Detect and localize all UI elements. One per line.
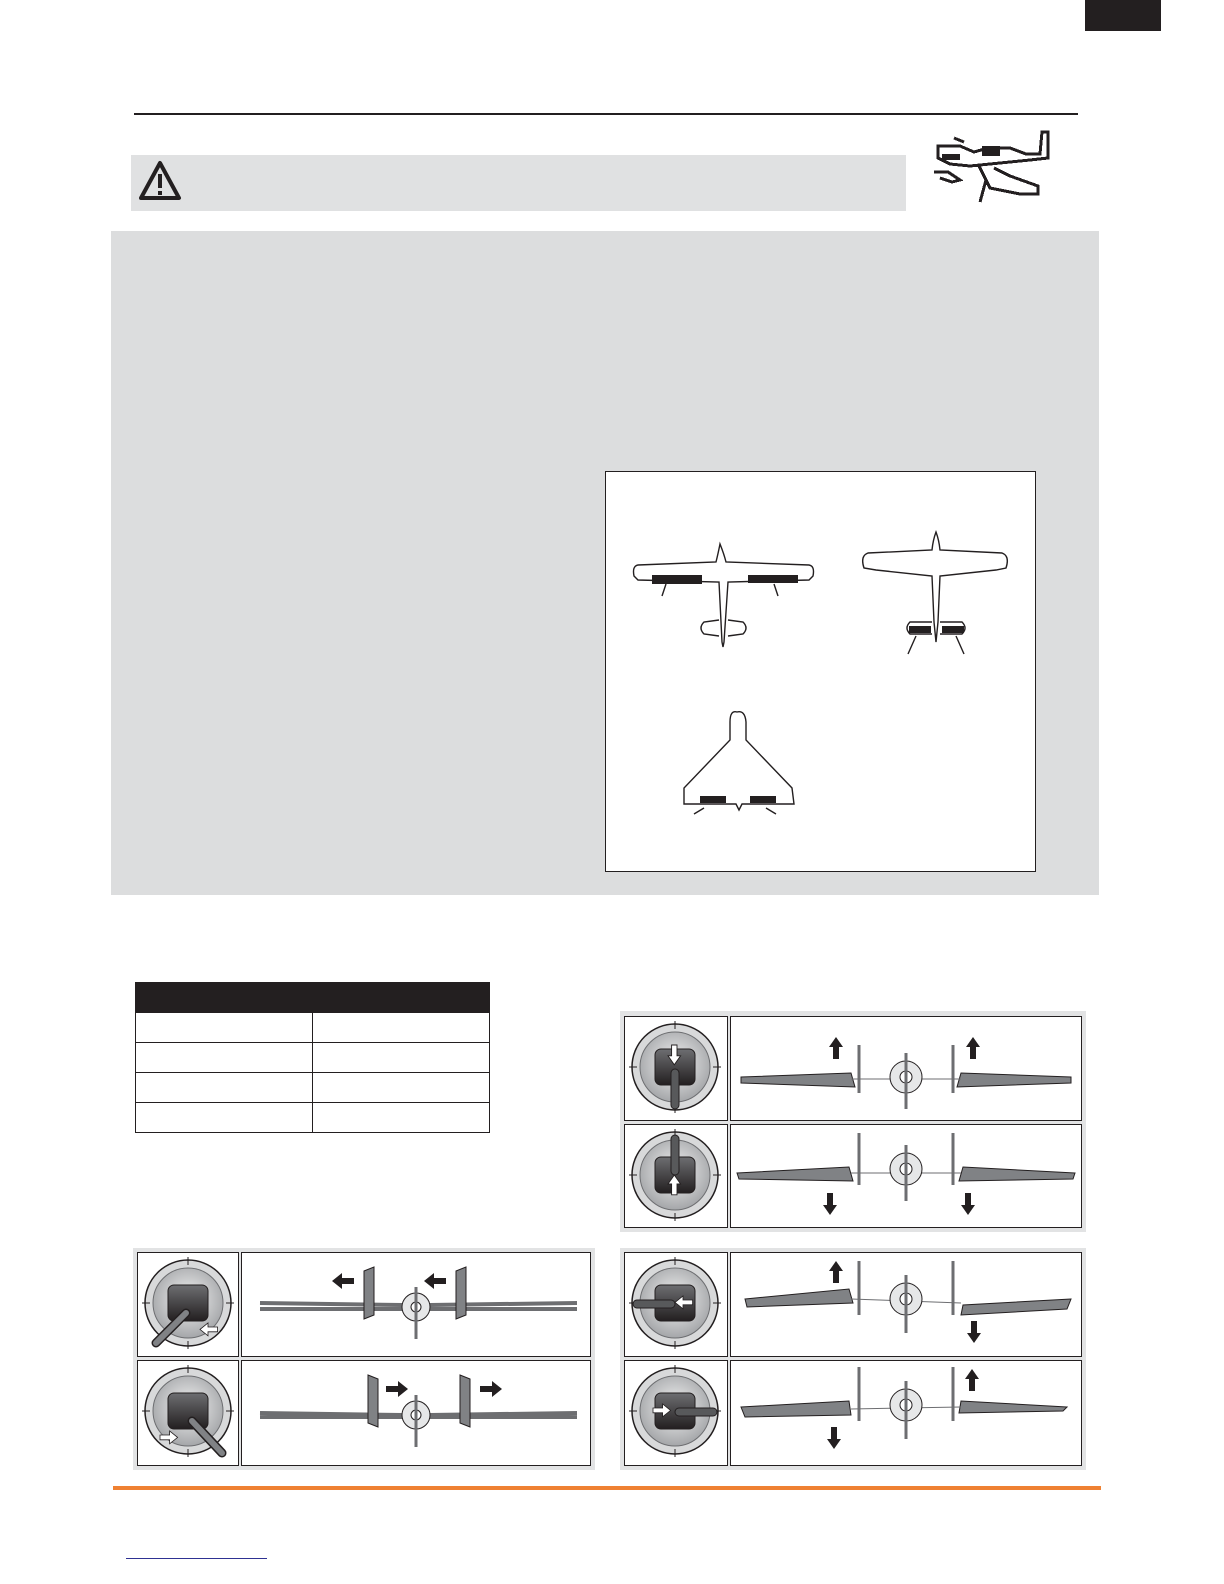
arrow-down-icon [961,1193,975,1215]
arrow-left-icon [424,1273,446,1289]
aircraft-topview-elevator [863,532,1008,654]
warning-triangle-icon [137,159,183,203]
aircraft-front-view [731,1017,1081,1119]
surface-cell-aileron-right [730,1360,1082,1466]
footer-link[interactable] [126,1558,267,1559]
table-cell [313,1013,490,1043]
arrow-up-icon [829,1261,843,1283]
arrow-right-icon [386,1381,408,1397]
footer-rule [113,1486,1101,1490]
table-cell [313,1043,490,1073]
aircraft-front-view [731,1361,1081,1463]
arrow-up-icon [966,1037,980,1059]
transmitter-stick-icon [138,1361,238,1463]
table-row [136,1013,490,1043]
stick-cell-aileron-right [624,1360,728,1466]
arrow-up-icon [829,1037,843,1059]
table-header [313,983,490,1013]
surface-cell-elevator-down [730,1016,1082,1121]
arrow-right-icon [480,1381,502,1397]
transmitter-stick-icon [625,1125,725,1225]
stick-cell-elevator-down [624,1016,728,1121]
stick-cell-rudder-right [137,1360,239,1466]
stick-cell-elevator-up [624,1124,728,1228]
table-header [136,983,313,1013]
table-cell [136,1073,313,1103]
arrow-left-icon [332,1273,354,1289]
control-surface-diagram [605,471,1036,872]
table-cell [136,1103,313,1133]
surface-cell-aileron-left [730,1252,1082,1357]
surface-cell-rudder-left [241,1252,591,1357]
aircraft-front-view [242,1361,590,1463]
table-row [136,1103,490,1133]
arrow-down-icon [967,1321,981,1343]
channel-table [135,982,490,1133]
table-row [136,1043,490,1073]
aerobatic-airplane-icon [930,128,1052,206]
surface-cell-rudder-right [241,1360,591,1466]
aircraft-front-view [242,1253,590,1355]
table-cell [313,1073,490,1103]
stick-cell-aileron-left [624,1252,728,1357]
table-cell [136,1043,313,1073]
aircraft-front-view [731,1125,1081,1225]
aircraft-topview-aileron [634,544,814,647]
warning-bar [131,155,906,211]
transmitter-stick-icon [625,1253,725,1355]
arrow-down-icon [823,1193,837,1215]
table-row [136,1073,490,1103]
aircraft-front-view [731,1253,1081,1355]
transmitter-stick-icon [625,1361,725,1463]
surface-cell-elevator-up [730,1124,1082,1228]
stick-cell-rudder-left [137,1252,239,1357]
transmitter-stick-icon [138,1253,238,1355]
table-header-row [136,983,490,1013]
table-cell [136,1013,313,1043]
section-divider [134,113,1078,115]
transmitter-stick-icon [625,1017,725,1117]
table-cell [313,1103,490,1133]
language-tab [1085,0,1161,31]
arrow-down-icon [827,1427,841,1449]
arrow-up-icon [965,1369,979,1391]
